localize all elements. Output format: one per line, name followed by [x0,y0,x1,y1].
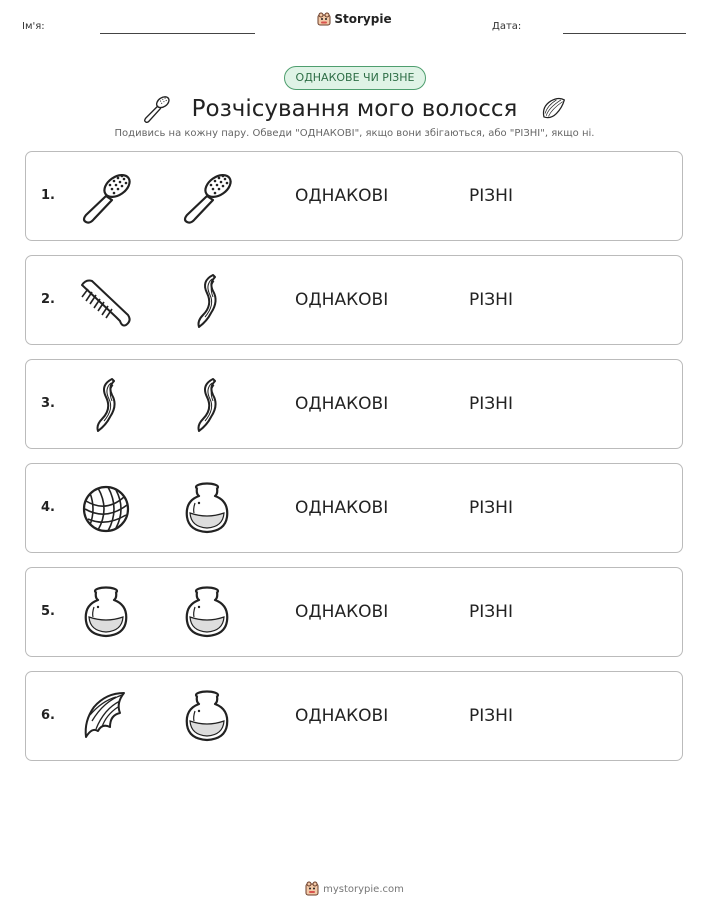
brand-name: Storypie [334,12,392,26]
storypie-logo-icon [317,12,331,29]
answer-same[interactable]: ОДНАКОВІ [295,602,389,622]
answer-same[interactable]: ОДНАКОВІ [295,186,389,206]
footer-url: mystorypie.com [323,884,404,895]
answer-different[interactable]: РІЗНІ [469,186,513,206]
answer-different[interactable]: РІЗНІ [469,498,513,518]
question-row [25,671,683,761]
answer-same[interactable]: ОДНАКОВІ [295,498,389,518]
hair-strand-icon [177,271,237,331]
hairbrush-icon [139,92,173,126]
hair-strand-icon [177,375,237,435]
storypie-logo-icon [305,880,319,899]
name-label: Ім'я: [22,21,45,32]
question-row [25,463,683,553]
answer-same[interactable]: ОДНАКОВІ [295,290,389,310]
hair-lock-icon [536,92,570,126]
answer-same[interactable]: ОДНАКОВІ [295,394,389,414]
instructions: Подивись на кожну пару. Обведи "ОДНАКОВІ", якщо вони збігаються, або "РІЗНІ", якщо ні. [114,128,595,139]
comb-icon [76,271,136,331]
name-line[interactable] [100,33,255,34]
question-row [25,255,683,345]
jar-icon [177,583,237,643]
answer-different[interactable]: РІЗНІ [469,602,513,622]
row-number: 5. [41,604,55,619]
row-number: 4. [41,500,55,515]
answer-different[interactable]: РІЗНІ [469,706,513,726]
answer-same[interactable]: ОДНАКОВІ [295,706,389,726]
hairbrush-icon [76,167,136,227]
footer [0,880,709,899]
row-number: 6. [41,708,55,723]
answer-different[interactable]: РІЗНІ [469,290,513,310]
hairbrush-icon [177,167,237,227]
hair-lock-icon [76,687,136,747]
jar-icon [177,687,237,747]
question-row [25,359,683,449]
brand [0,12,709,29]
jar-icon [76,583,136,643]
answer-different[interactable]: РІЗНІ [469,394,513,414]
date-line[interactable] [563,33,686,34]
page-title: Розчісування мого волосся [191,96,518,122]
date-label: Дата: [492,21,522,32]
yarn-ball-icon [76,479,136,539]
hair-strand-icon [76,375,136,435]
row-number: 2. [41,292,55,307]
question-row [25,567,683,657]
worksheet-type-badge: ОДНАКОВЕ ЧИ РІЗНЕ [284,66,426,90]
jar-icon [177,479,237,539]
row-number: 3. [41,396,55,411]
row-number: 1. [41,188,55,203]
question-row [25,151,683,241]
title-row [0,92,709,126]
